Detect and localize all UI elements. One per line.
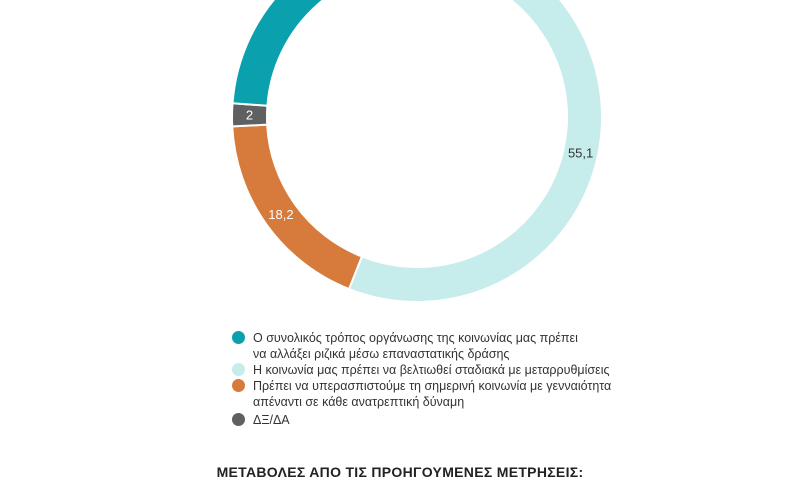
legend-item-reform bbox=[232, 362, 652, 378]
legend-label: Ο συνολικός τρόπος οργάνωσης της κοινωνίας μας πρέπει να αλλάξει ριζικά μέσω επαναστατικής δράσης bbox=[253, 331, 578, 361]
legend-label: Η κοινωνία μας πρέπει να βελτιωθεί σταδιακά με μεταρρυθμίσεις bbox=[253, 363, 610, 377]
legend-item-dk-na bbox=[232, 412, 652, 428]
slice-value-label: 18,2 bbox=[268, 207, 294, 223]
legend-marker-icon bbox=[232, 331, 245, 344]
legend-marker-icon bbox=[232, 379, 245, 392]
legend-label: Πρέπει να υπερασπιστούμε τη σημερινή κοινωνία με γενναιότητα απέναντι σε κάθε ανατρεπτική δύναμη bbox=[253, 379, 612, 409]
slice-value-label: 2 bbox=[245, 107, 254, 123]
chart-legend bbox=[232, 330, 652, 428]
legend-marker-icon bbox=[232, 363, 245, 376]
legend-marker-icon bbox=[232, 413, 245, 426]
section-title: ΜΕΤΑΒΟΛΕΣ ΑΠΟ ΤΙΣ ΠΡΟΗΓΟΥΜΕΝΕΣ ΜΕΤΡΗΣΕΙΣ: bbox=[216, 464, 584, 480]
legend-item-revolutionary bbox=[232, 330, 652, 362]
legend-label: ΔΞ/ΔΑ bbox=[253, 413, 290, 427]
legend-item-defend bbox=[232, 378, 652, 410]
slice-value-label: 55,1 bbox=[567, 145, 594, 161]
slice-reform bbox=[349, 0, 602, 302]
slice-revolutionary bbox=[233, 0, 428, 106]
slice-defend bbox=[232, 125, 362, 289]
